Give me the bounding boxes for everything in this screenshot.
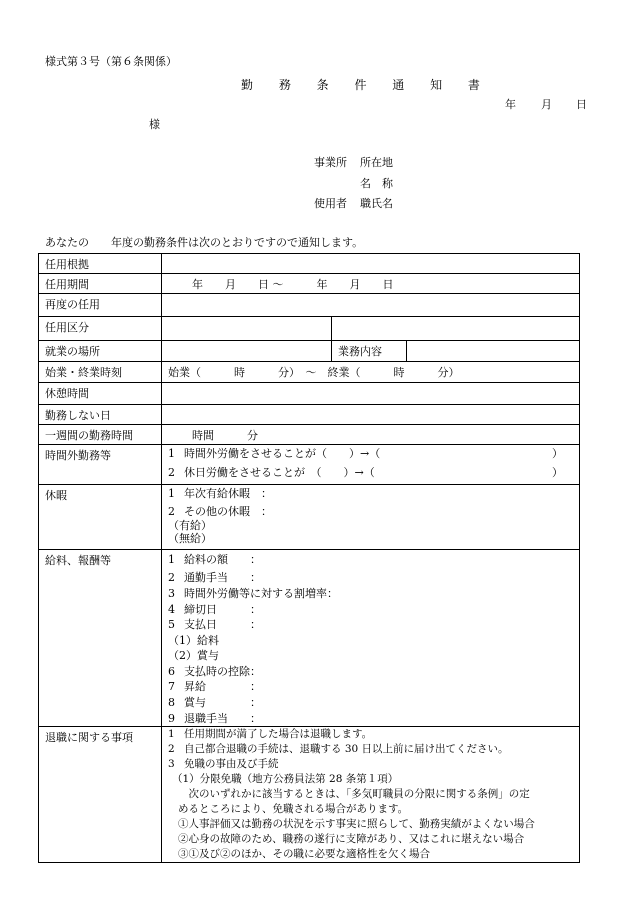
overtime-item-1: 1 時間外労働をさせることが（ ）→（ ） bbox=[168, 447, 563, 460]
position-name-label: 職氏名 bbox=[360, 197, 393, 210]
non-work-days-value bbox=[162, 405, 580, 425]
row-break bbox=[39, 383, 580, 405]
row-work-hours bbox=[39, 362, 580, 383]
date-day: 日 bbox=[576, 98, 587, 111]
row-weekly-hours bbox=[39, 425, 580, 445]
leave-label: 休暇 bbox=[39, 485, 162, 550]
salary-item-5-sub-2: （2）賞与 bbox=[168, 649, 219, 662]
weekly-hours-value bbox=[162, 425, 580, 445]
addressee-suffix: 様 bbox=[149, 118, 160, 131]
workplace-value bbox=[162, 341, 580, 362]
leave-paid: （有給） bbox=[168, 519, 212, 532]
overtime-label: 時間外勤務等 bbox=[39, 445, 162, 485]
form-number: 様式第３号（第６条関係） bbox=[45, 55, 177, 68]
retirement-label: 退職に関する事項 bbox=[39, 727, 162, 863]
retirement-sub-1: （1）分限免職（地方公務員法第 28 条第１項） bbox=[172, 773, 399, 785]
salary-item-9: 9 退職手当 ： bbox=[168, 712, 261, 725]
row-retirement bbox=[39, 727, 580, 863]
appointment-period-label: 任用期間 bbox=[39, 274, 162, 294]
date-year: 年 bbox=[505, 98, 516, 111]
appointment-period-text: 年 月 日 ～ 年 月 日 bbox=[192, 278, 394, 291]
overtime-item-2: 2 休日労働をさせることが （ ）→（ ） bbox=[168, 466, 563, 479]
row-appointment-period bbox=[39, 274, 580, 294]
conditions-table bbox=[38, 253, 580, 863]
leave-unpaid: （無給） bbox=[168, 532, 212, 545]
work-hours-text: 始業（ 時 分） ～ 終業（ 時 分） bbox=[168, 366, 460, 379]
salary-item-7: 7 昇給 ： bbox=[168, 680, 261, 693]
salary-item-5-sub-1: （1）給料 bbox=[168, 634, 219, 647]
salary-label: 給料、報酬等 bbox=[39, 550, 162, 727]
non-work-days-label: 勤務しない日 bbox=[39, 405, 162, 425]
intro-text: あなたの 年度の勤務条件は次のとおりですので通知します。 bbox=[45, 236, 364, 249]
row-salary bbox=[39, 550, 580, 727]
leave-value bbox=[162, 485, 580, 550]
weekly-hours-label: 一週間の勤務時間 bbox=[39, 425, 162, 445]
row-overtime bbox=[39, 445, 580, 485]
leave-item-2: 2 その他の休暇 ： bbox=[168, 505, 272, 518]
retirement-item-1: 1 任用期間が満了した場合は退職します。 bbox=[168, 728, 373, 740]
row-appointment-basis bbox=[39, 254, 580, 274]
document-title: 勤 務 条 件 通 知 書 bbox=[241, 78, 491, 92]
salary-item-5: 5 支払日 ： bbox=[168, 618, 261, 631]
row-reappointment bbox=[39, 294, 580, 317]
workplace-label: 就業の場所 bbox=[39, 341, 162, 362]
address-label: 所在地 bbox=[360, 156, 393, 169]
salary-item-1: 1 給料の額 ： bbox=[168, 553, 261, 566]
overtime-value bbox=[162, 445, 580, 485]
weekly-hours-text: 時間 分 bbox=[192, 429, 258, 442]
reappointment-value bbox=[162, 294, 580, 317]
office-label: 事業所 bbox=[314, 156, 347, 169]
break-label: 休憩時間 bbox=[39, 383, 162, 405]
row-appointment-category bbox=[39, 317, 580, 341]
retirement-cond-3: ③①及び②のほか、その職に必要な適格性を欠く場合 bbox=[178, 848, 430, 860]
retirement-cond-1: ①人事評価又は勤務の状況を示す事実に照らして、勤務実績がよくない場合 bbox=[178, 818, 535, 830]
break-value bbox=[162, 383, 580, 405]
salary-item-3: 3 時間外労働等に対する割増率： bbox=[168, 587, 338, 600]
retirement-para-2: めるところにより、免職される場合があります。 bbox=[178, 803, 409, 815]
row-leave bbox=[39, 485, 580, 550]
employer-label: 使用者 bbox=[314, 197, 347, 210]
salary-value bbox=[162, 550, 580, 727]
appointment-category-label: 任用区分 bbox=[39, 317, 162, 341]
row-non-work-days bbox=[39, 405, 580, 425]
salary-item-4: 4 締切日 ： bbox=[168, 603, 261, 616]
name-label: 名 称 bbox=[360, 177, 393, 190]
appointment-basis-value bbox=[162, 254, 580, 274]
reappointment-label: 再度の任用 bbox=[39, 294, 162, 317]
salary-item-2: 2 通勤手当 ： bbox=[168, 571, 261, 584]
salary-item-6: 6 支払時の控除： bbox=[168, 665, 261, 678]
work-hours-label: 始業・終業時刻 bbox=[39, 362, 162, 383]
salary-item-8: 8 賞与 ： bbox=[168, 696, 261, 709]
date-month: 月 bbox=[541, 98, 552, 111]
retirement-para-1: 次のいずれかに該当するときは、「多気町職員の分限に関する条例」の定 bbox=[178, 788, 530, 800]
appointment-period-value bbox=[162, 274, 580, 294]
retirement-item-2: 2 自己都合退職の手続は、退職する 30 日以上前に届け出てください。 bbox=[168, 743, 509, 755]
leave-item-1: 1 年次有給休暇 ： bbox=[168, 487, 272, 500]
duty-label: 業務内容 bbox=[332, 341, 407, 361]
appointment-basis-label: 任用根拠 bbox=[39, 254, 162, 274]
retirement-item-3: 3 免職の事由及び手続 bbox=[168, 758, 279, 770]
work-hours-value bbox=[162, 362, 580, 383]
retirement-value bbox=[162, 727, 580, 863]
row-workplace bbox=[39, 341, 580, 362]
appointment-category-value bbox=[162, 317, 580, 341]
retirement-cond-2: ②心身の故障のため、職務の遂行に支障があり、又はこれに堪えない場合 bbox=[178, 833, 525, 845]
